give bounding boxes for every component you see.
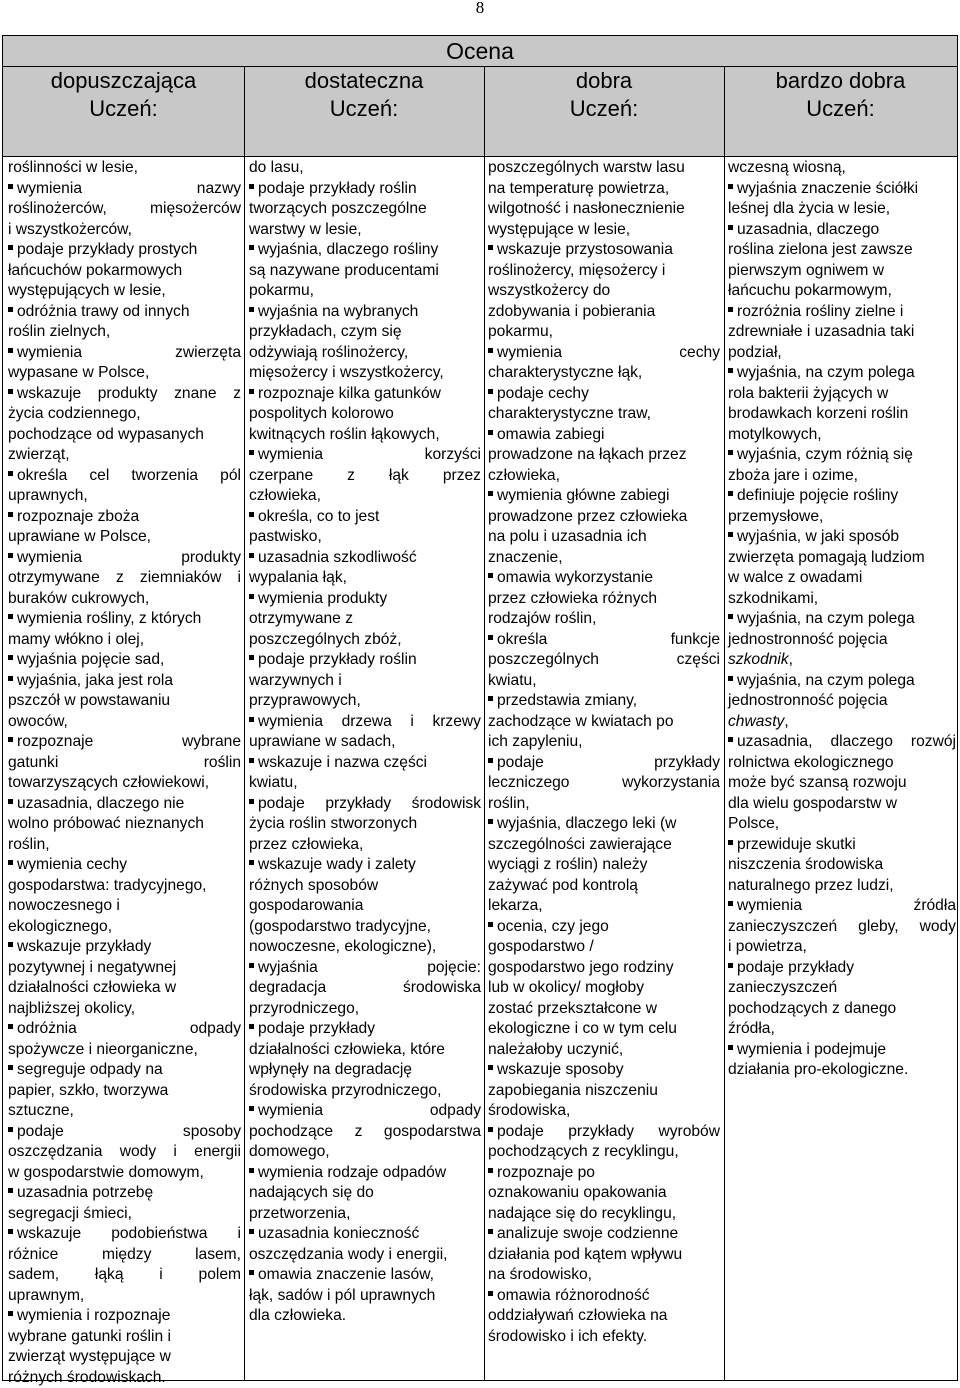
text-line: różnice między lasem, (8, 1245, 241, 1266)
text-line: podaje sposoby (8, 1122, 241, 1143)
grade-name: dostateczna (244, 67, 484, 95)
text-line: środowisko i ich efekty. (488, 1327, 720, 1348)
text-line: oznakowaniu opakowania (488, 1183, 720, 1204)
text-line: ekologiczne i co w tym celu (488, 1019, 720, 1040)
text-line: zanieczyszczeń (728, 978, 956, 999)
text-line: i wszystkożerców, (8, 220, 241, 241)
text-line: wymienia produkty (8, 548, 241, 569)
text-line: podaje cechy (488, 384, 720, 405)
text-line: warstwy w lesie, (249, 220, 481, 241)
text-line: wskazuje przykłady (8, 937, 241, 958)
column-divider (244, 66, 245, 1380)
text-line: występujące w lesie, (488, 220, 720, 241)
text-line: dla człowieka. (249, 1306, 481, 1327)
text-line: leśnej dla życia w lesie, (728, 199, 956, 220)
text-line: owoców, (8, 712, 241, 733)
text-line: wybrane gatunki roślin i (8, 1327, 241, 1348)
text-line: roślinożercy, mięsożercy i (488, 261, 720, 282)
text-line: oszczędzania wody i energii (8, 1142, 241, 1163)
text-line: brodawkach korzeni roślin (728, 404, 956, 425)
text-line: wymienia i podejmuje (728, 1040, 956, 1061)
text-line: rola bakterii żyjących w (728, 384, 956, 405)
text-line: zwierząt występujące w (8, 1347, 241, 1368)
text-line: zapobiegania niszczeniu (488, 1081, 720, 1102)
text-line: pospolitych kolorowo (249, 404, 481, 425)
text-line: podaje przykłady (728, 958, 956, 979)
text-line: prowadzone na łąkach przez (488, 445, 720, 466)
text-line: wyjaśnia, czym różnią się (728, 445, 956, 466)
text-line: określa cel tworzenia pól (8, 466, 241, 487)
text-line: przyrodniczego, (249, 999, 481, 1020)
text-line: segreguje odpady na (8, 1060, 241, 1081)
text-line: pozytywnej i negatywnej (8, 958, 241, 979)
text-line: oddziaływań człowieka na (488, 1306, 720, 1327)
text-line: wymienia główne zabiegi (488, 486, 720, 507)
page-number: 8 (0, 0, 960, 18)
text-line: gospodarstwo / (488, 937, 720, 958)
text-line: wymienia odpady (249, 1101, 481, 1122)
text-line: wyjaśnia, dlaczego rośliny (249, 240, 481, 261)
text-line: działania pro-ekologiczne. (728, 1060, 956, 1081)
text-line: omawia znaczenie lasów, (249, 1265, 481, 1286)
grade-name: dopuszczająca (3, 67, 244, 95)
text-line: warzywnych i (249, 671, 481, 692)
text-line: i powietrza, (728, 937, 956, 958)
text-line: zdobywania i pobierania (488, 302, 720, 323)
text-line: nowoczesne, ekologiczne), (249, 937, 481, 958)
text-line: sadem, łąką i polem (8, 1265, 241, 1286)
text-line: rozpoznaje zboża (8, 507, 241, 528)
text-line: zanieczyszczeń gleby, wody (728, 917, 956, 938)
text-line: odróżnia odpady (8, 1019, 241, 1040)
text-line: omawia zabiegi (488, 425, 720, 446)
text-line: motylkowych, (728, 425, 956, 446)
text-line: życia roślin stworzonych (249, 814, 481, 835)
text-line: najbliższej okolicy, (8, 999, 241, 1020)
text-line: mamy włókno i olej, (8, 630, 241, 651)
text-line: znaczenie, (488, 548, 720, 569)
grade-header-row (3, 66, 957, 157)
text-line: leczniczego wykorzystania (488, 773, 720, 794)
text-line: rozpoznaje po (488, 1163, 720, 1184)
text-line: nowoczesnego i (8, 896, 241, 917)
text-line: nadające się do recyklingu, (488, 1204, 720, 1225)
text-line: wymienia nazwy (8, 179, 241, 200)
text-line: na temperaturę powietrza, (488, 179, 720, 200)
text-line: pochodzące od wypasanych (8, 425, 241, 446)
text-line: poszczególnych części (488, 650, 720, 671)
text-line: wskazuje i nazwa części (249, 753, 481, 774)
text-line: domowego, (249, 1142, 481, 1163)
text-line: zażywać pod kontrolą (488, 876, 720, 897)
text-line: środowiska, (488, 1101, 720, 1122)
text-line: działania pod kątem wpływu (488, 1245, 720, 1266)
text-line: uzasadnia potrzebę (8, 1183, 241, 1204)
text-line: wymienia korzyści (249, 445, 481, 466)
text-line: czerpane z łąk przez (249, 466, 481, 487)
text-line: podaje przykłady (488, 753, 720, 774)
text-line: określa, co to jest (249, 507, 481, 528)
text-line: wymienia źródła (728, 896, 956, 917)
text-line: oszczędzania wody i energii, (249, 1245, 481, 1266)
text-line: wymienia i rozpoznaje (8, 1306, 241, 1327)
text-line: uzasadnia szkodliwość (249, 548, 481, 569)
text-line: wilgotność i nasłonecznienie (488, 199, 720, 220)
text-line: należałoby uczynić, (488, 1040, 720, 1061)
column-divider (484, 66, 485, 1380)
text-line: wyciągi z roślin) należy (488, 855, 720, 876)
column-divider (724, 66, 725, 1380)
text-line: wyjaśnia, jaka jest rola (8, 671, 241, 692)
text-line: podział, (728, 343, 956, 364)
header-divider (3, 156, 957, 157)
text-line: uprawiane w Polsce, (8, 527, 241, 548)
text-line: wyjaśnia, na czym polega (728, 609, 956, 630)
text-line: podaje przykłady prostych (8, 240, 241, 261)
text-line: człowieka, (249, 486, 481, 507)
text-line: niszczenia środowiska (728, 855, 956, 876)
text-line: roślinności w lesie, (8, 158, 241, 179)
text-line: podaje przykłady wyrobów (488, 1122, 720, 1143)
text-line: gospodarowania (249, 896, 481, 917)
text-line: sztuczne, (8, 1101, 241, 1122)
text-line: przemysłowe, (728, 507, 956, 528)
text-line: lekarza, (488, 896, 720, 917)
text-line: wskazuje sposoby (488, 1060, 720, 1081)
text-line: jednostronność pojęcia (728, 691, 956, 712)
text-line: rodzajów roślin, (488, 609, 720, 630)
text-line: wyjaśnia znaczenie ściółki (728, 179, 956, 200)
text-line: chwasty, (728, 712, 956, 733)
text-line: wczesną wiosną, (728, 158, 956, 179)
text-line: definiuje pojęcie rośliny (728, 486, 956, 507)
text-line: towarzyszących człowiekowi, (8, 773, 241, 794)
text-line: wyjaśnia pojęcie: (249, 958, 481, 979)
text-line: może być szansą rozwoju (728, 773, 956, 794)
text-line: szczególności zawierające (488, 835, 720, 856)
text-line: łańcuchów pokarmowych (8, 261, 241, 282)
text-line: wymienia cechy (8, 855, 241, 876)
text-line: wymienia drzewa i krzewy (249, 712, 481, 733)
column-dopuszczajaca (8, 158, 241, 1388)
text-line: otrzymywane z (249, 609, 481, 630)
grade-name: dobra (484, 67, 724, 95)
text-line: rozpoznaje kilka gatunków (249, 384, 481, 405)
text-line: pierwszym ogniwem w (728, 261, 956, 282)
text-line: wyjaśnia, w jaki sposób (728, 527, 956, 548)
text-line: uprawiane w sadach, (249, 732, 481, 753)
text-line: podaje przykłady (249, 1019, 481, 1040)
text-line: pszczół w powstawaniu (8, 691, 241, 712)
text-line: wskazuje przystosowania (488, 240, 720, 261)
text-line: pochodzących z danego (728, 999, 956, 1020)
text-line: zwierząt, (8, 445, 241, 466)
text-line: w gospodarstwie domowym, (8, 1163, 241, 1184)
text-line: są nazywane producentami (249, 261, 481, 282)
text-line: na środowisko, (488, 1265, 720, 1286)
text-line: otrzymywane z ziemniaków i (8, 568, 241, 589)
text-line: przez człowieka, (249, 835, 481, 856)
text-line: podaje przykłady roślin (249, 179, 481, 200)
text-line: wymienia produkty (249, 589, 481, 610)
grade-sub: Uczeń: (3, 95, 244, 123)
text-line: przez człowieka różnych (488, 589, 720, 610)
text-line: pokarmu, (488, 322, 720, 343)
text-line: wyjaśnia, dlaczego leki (w (488, 814, 720, 835)
grade-sub: Uczeń: (724, 95, 957, 123)
text-line: zostać przekształcone w (488, 999, 720, 1020)
column-dobra (488, 158, 720, 1347)
text-line: uprawnych, (8, 486, 241, 507)
text-line: charakterystyczne łąk, (488, 363, 720, 384)
text-line: tworzących poszczególne (249, 199, 481, 220)
text-line: kwiatu, (488, 671, 720, 692)
text-line: ocenia, czy jego (488, 917, 720, 938)
text-line: pastwisko, (249, 527, 481, 548)
text-line: uzasadnia, dlaczego rozwój (728, 732, 956, 753)
text-line: szkodnikami, (728, 589, 956, 610)
text-line: na polu i uzasadnia ich (488, 527, 720, 548)
text-line: gospodarstwo jego rodziny (488, 958, 720, 979)
text-line: roślinożerców, mięsożerców (8, 199, 241, 220)
text-line: rozróżnia rośliny zielne i (728, 302, 956, 323)
text-line: podaje przykłady środowisk (249, 794, 481, 815)
text-line: uzasadnia, dlaczego nie (8, 794, 241, 815)
text-line: rozpoznaje wybrane (8, 732, 241, 753)
text-line: działalności człowieka w (8, 978, 241, 999)
text-line: przykładach, czym się (249, 322, 481, 343)
text-line: wskazuje wady i zalety (249, 855, 481, 876)
text-line: przewiduje skutki (728, 835, 956, 856)
text-line: różnych sposobów (249, 876, 481, 897)
header-dopuszczajaca (3, 67, 244, 157)
text-line: gatunki roślin (8, 753, 241, 774)
header-dostateczna (244, 67, 484, 157)
text-line: naturalnego przez ludzi, (728, 876, 956, 897)
text-line: wymienia rodzaje odpadów (249, 1163, 481, 1184)
text-line: jednostronność pojęcia (728, 630, 956, 651)
text-line: odróżnia trawy od innych (8, 302, 241, 323)
text-line: działalności człowieka, które (249, 1040, 481, 1061)
header-bardzo-dobra (724, 67, 957, 157)
text-line: degradacja środowiska (249, 978, 481, 999)
text-line: ich zapyleniu, (488, 732, 720, 753)
text-line: spożywcze i nieorganiczne, (8, 1040, 241, 1061)
grade-sub: Uczeń: (244, 95, 484, 123)
text-line: papier, szkło, tworzywa (8, 1081, 241, 1102)
column-bardzo-dobra (728, 158, 956, 1081)
text-line: człowieka, (488, 466, 720, 487)
text-line: źródła, (728, 1019, 956, 1040)
text-line: wolno próbować nieznanych (8, 814, 241, 835)
text-line: gospodarstwa: tradycyjnego, (8, 876, 241, 897)
text-line: do lasu, (249, 158, 481, 179)
grading-table (2, 35, 958, 1381)
text-line: podaje przykłady roślin (249, 650, 481, 671)
text-line: wyjaśnia na wybranych (249, 302, 481, 323)
text-line: mięsożercy i wszystkożercy, (249, 363, 481, 384)
grade-sub: Uczeń: (484, 95, 724, 123)
text-line: omawia różnorodność (488, 1286, 720, 1307)
text-line: zachodzące w kwiatach po (488, 712, 720, 733)
grade-name: bardzo dobra (724, 67, 957, 95)
text-line: segregacji śmieci, (8, 1204, 241, 1225)
text-line: wypalania łąk, (249, 568, 481, 589)
text-line: wyjaśnia, na czym polega (728, 363, 956, 384)
text-line: określa funkcje (488, 630, 720, 651)
text-line: zwierzęta pomagają ludziom (728, 548, 956, 569)
text-line: poszczególnych zbóż, (249, 630, 481, 651)
text-line: wpłynęły na degradację (249, 1060, 481, 1081)
text-line: wyjaśnia pojęcie sad, (8, 650, 241, 671)
text-line: wymienia cechy (488, 343, 720, 364)
text-line: rolnictwa ekologicznego (728, 753, 956, 774)
text-line: wymienia zwierzęta (8, 343, 241, 364)
ocena-header: Ocena (3, 36, 957, 66)
text-line: uprawnym, (8, 1286, 241, 1307)
text-line: życia codziennego, (8, 404, 241, 425)
text-line: poszczególnych warstw lasu (488, 158, 720, 179)
text-line: występujących w lesie, (8, 281, 241, 302)
text-line: Polsce, (728, 814, 956, 835)
text-line: roślin, (488, 794, 720, 815)
text-line: zdrewniałe i uzasadnia taki (728, 322, 956, 343)
text-line: przedstawia zmiany, (488, 691, 720, 712)
text-line: zboża jare i ozime, (728, 466, 956, 487)
text-line: uzasadnia, dlaczego (728, 220, 956, 241)
text-line: roślina zielona jest zawsze (728, 240, 956, 261)
text-line: wyjaśnia, na czym polega (728, 671, 956, 692)
text-line: omawia wykorzystanie (488, 568, 720, 589)
text-line: wskazuje podobieństwa i (8, 1224, 241, 1245)
text-line: roślin, (8, 835, 241, 856)
text-line: różnych środowiskach. (8, 1368, 241, 1388)
text-line: łańcuchu pokarmowym, (728, 281, 956, 302)
text-line: pochodzące z gospodarstwa (249, 1122, 481, 1143)
text-line: nadających się do (249, 1183, 481, 1204)
text-line: kwitnących roślin łąkowych, (249, 425, 481, 446)
text-line: dla wielu gospodarstw w (728, 794, 956, 815)
text-line: pochodzących z recyklingu, (488, 1142, 720, 1163)
text-line: w walce z owadami (728, 568, 956, 589)
text-line: analizuje swoje codzienne (488, 1224, 720, 1245)
text-line: wszystkożercy do (488, 281, 720, 302)
text-line: środowiska przyrodniczego, (249, 1081, 481, 1102)
header-dobra (484, 67, 724, 157)
text-line: przetworzenia, (249, 1204, 481, 1225)
text-line: (gospodarstwo tradycyjne, (249, 917, 481, 938)
text-line: odżywiają roślinożercy, (249, 343, 481, 364)
text-line: lub w okolicy/ mogłoby (488, 978, 720, 999)
text-line: łąk, sadów i pól uprawnych (249, 1286, 481, 1307)
text-line: prowadzone przez człowieka (488, 507, 720, 528)
text-line: buraków cukrowych, (8, 589, 241, 610)
text-line: przyprawowych, (249, 691, 481, 712)
text-line: roślin zielnych, (8, 322, 241, 343)
text-line: pokarmu, (249, 281, 481, 302)
text-line: kwiatu, (249, 773, 481, 794)
text-line: ekologicznego, (8, 917, 241, 938)
text-line: szkodnik, (728, 650, 956, 671)
text-line: charakterystyczne traw, (488, 404, 720, 425)
text-line: uzasadnia konieczność (249, 1224, 481, 1245)
text-line: wymienia rośliny, z których (8, 609, 241, 630)
text-line: wypasane w Polsce, (8, 363, 241, 384)
column-dostateczna (249, 158, 481, 1327)
text-line: wskazuje produkty znane z (8, 384, 241, 405)
